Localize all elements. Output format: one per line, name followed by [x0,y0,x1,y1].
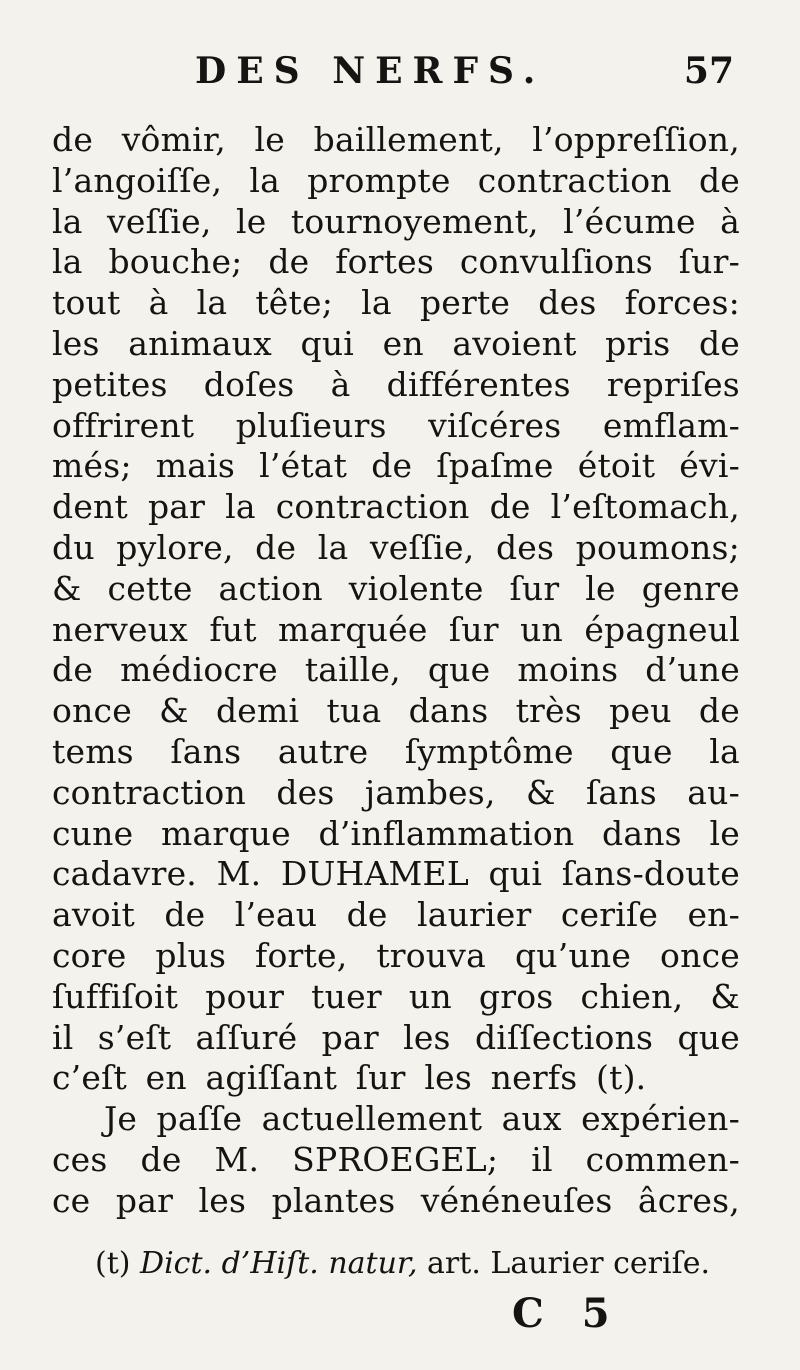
text-line: les animaux qui en avoient pris de [52,323,740,363]
text-line: l’angoiſſe, la prompte contraction de [52,160,740,200]
text-line: avoit de l’eau de laurier ceriſe en- [52,895,740,935]
signature-mark: C 5 [512,1290,622,1337]
text-line: cune marque d’inflammation dans le [52,813,740,853]
running-title: DES NERFS. [195,50,546,92]
footnote-source: Dict. d’Hiſt. natur, [140,1246,418,1281]
text-line: de vômir, le baillement, l’oppreſſion, [52,120,740,159]
text-line: la veſſie, le tournoyement, l’écume à [52,201,740,241]
text-line: c’eſt en agiſſant ſur les nerfs (t). [52,1058,647,1098]
text-line: core plus forte, trouva qu’une once [52,935,740,975]
footnote-article: art. Laurier ceriſe. [427,1246,710,1281]
text-line: ces de M. SPROEGEL; il commen- [52,1139,740,1179]
text-line: & cette action violente ſur le genre [52,568,740,608]
text-line: tout à la tête; la perte des forces: [52,283,740,323]
text-line: contraction des jambes, & ſans au- [52,772,740,812]
text-line: més; mais l’état de ſpaſme étoit évi- [52,446,740,486]
text-line: de médiocre taille, que moins d’une [52,650,740,690]
text-line: dent par la contraction de l’eſtomach, [52,487,740,527]
text-line: nerveux fut marquée ſur un épagneul [52,609,740,649]
page-header [0,50,800,100]
text-line: once & demi tua dans très peu de [52,691,740,731]
text-line: ſuffiſoit pour tuer un gros chien, & [52,976,740,1016]
text-line: il s’eſt aſſuré par les diſſections que [52,1017,740,1057]
text-line: tems ſans autre ſymptôme que la [52,731,740,771]
text-line: offrirent pluſieurs viſcéres emflam- [52,405,740,445]
footnote [95,1246,750,1281]
text-line: du pylore, de la veſſie, des poumons; [52,527,740,567]
footnote-marker: (t) [95,1246,131,1281]
body-text [52,120,740,1222]
text-line: Je paſſe actuellement aux expérien- [104,1099,740,1139]
text-line: cadavre. M. DUHAMEL qui ſans-doute [52,854,740,894]
text-line: petites doſes à différentes repriſes [52,364,740,404]
text-line: ce par les plantes vénéneuſes âcres, [52,1180,740,1220]
text-line: la bouche; de fortes convulſions ſur- [52,242,740,282]
page-number: 57 [683,50,734,92]
